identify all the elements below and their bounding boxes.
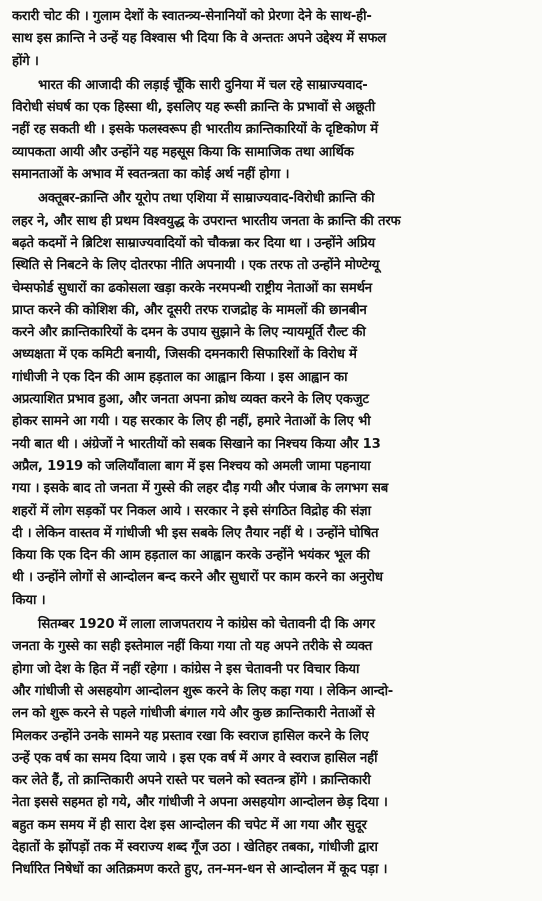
text-line: करने और क्रान्तिकारियों के दमन के उपाय सुझाने के लिए न्यायमूर्ति रौल्ट की [12, 325, 366, 341]
text-line: थी । उन्होंने लोगों से आन्दोलन बन्द करने और सुधारों पर काम करने का अनुरोध [12, 570, 383, 586]
text-line: नेता इससे सहमत हो गये, और गांधीजी ने अपना असहयोग आन्दोलन छेड़ दिया । [12, 795, 388, 811]
page-text-body [12, 6, 534, 884]
text-line: देहातों के झोंपड़ों तक में स्वराज्य शब्द गूँज उठा । खेतिहर तबका, गांधीजी द्वारा [12, 839, 378, 855]
paragraph [12, 188, 534, 612]
text-line: दी । लेकिन वास्तव में गांधीजी भी इस सबके लिए तैयार नहीं थे । उन्होंने घोषित [12, 525, 379, 541]
text-line: गया । इसके बाद तो जनता में गुस्से की लहर दौड़ गयी और पंजाब के लगभग सब [12, 481, 389, 497]
text-line: लन को शुरू करने से पहले गांधीजी बंगाल गये और कुछ क्रान्तिकारी नेताओं से [12, 706, 375, 722]
text-line: किया । [12, 592, 46, 608]
paragraph-spacer [12, 882, 534, 884]
text-line: गांधीजी ने एक दिन की आम हड़ताल का आह्वान किया । इस आह्वान का [12, 369, 348, 385]
text-line: बढ़ते कदमों ने ब्रिटिश साम्राज्यवादियों को चौकन्ना कर दिया था । उन्होंने अप्रिय [12, 235, 375, 251]
text-line: सितम्बर 1920 में लाला लाजपतराय ने कांग्रेस को चेतावनी दी कि अगर [38, 617, 375, 633]
text-line: अप्रत्याशित प्रभाव हुआ, और जनता अपना क्रोध व्यक्त करने के लिए एकजुट [12, 392, 369, 408]
text-line: चेम्सफोर्ड सुधारों का ढकोसला खड़ा करके नरमपन्थी राष्ट्रीय नेताओं का समर्थन [12, 280, 372, 296]
paragraph [12, 614, 534, 882]
text-line: बहुत कम समय में ही सारा देश इस आन्दोलन की चपेट में आ गया और सुदूर [12, 817, 367, 833]
paragraph [12, 6, 534, 73]
text-line: होकर सामने आ गयी । यह सरकार के लिए ही नहीं, हमारे नेताओं के लिए भी [12, 414, 371, 430]
text-line: जनता के गुस्से का सही इस्तेमाल नहीं किया गया तो यह अपने तरीके से व्यक्त [12, 639, 373, 655]
text-line: भारत की आजादी की लड़ाई चूँकि सारी दुनिया में चल रहे साम्राज्यवाद- [38, 77, 368, 93]
text-line: करारी चोट की । गुलाम देशों के स्वातन्त्र्य-सेनानियों को प्रेरणा देने के साथ-ही- [12, 9, 372, 24]
text-line: नहीं रह सकती थी । इसके फलस्वरूप ही भारतीय क्रान्तिकारियों के दृष्टिकोण में [12, 122, 378, 138]
text-line: प्राप्त करने की कोशिश की, और दूसरी तरफ राजद्रोह के मामलों की छानबीन [12, 302, 367, 318]
text-line: निर्धारित निषेधों का अतिक्रमण करते हुए, तन-मन-धन से आन्दोलन में कूद पड़ा । [12, 862, 388, 878]
text-line: स्थिति से निबटने के लिए दोतरफा नीति अपनायी । एक तरफ तो उन्होंने मोण्टेग्यू [12, 258, 380, 274]
text-line: लहर ने, और साथ ही प्रथम विश्वयुद्ध के उपरान्त भारतीय जनता के क्रान्ति की तरफ [12, 213, 401, 229]
text-line: शहरों में लोग सड़कों पर निकल आये । सरकार ने इसे संगठित विद्रोह की संज्ञा [12, 503, 371, 519]
text-line: अक्तूबर-क्रान्ति और यूरोप तथा एशिया में साम्राज्यवाद-विरोधी क्रान्ति की [38, 191, 375, 207]
text-line: अध्यक्षता में एक कमिटी बनायी, जिसकी दमनकारी सिफारिशों के विरोध में [12, 347, 357, 363]
text-line: मिलकर उन्होंने उनके सामने यह प्रस्ताव रखा कि स्वराज हासिल करने के लिए [12, 728, 369, 744]
paragraph [12, 75, 534, 186]
text-line: किया कि एक दिन की आम हड़ताल का आह्वान करके उन्होंने भयंकर भूल की [12, 548, 370, 564]
text-line: नयी बात थी । अंग्रेजों ने भारतीयों को सबक सिखाने का निश्चय किया और 13 [12, 436, 381, 452]
text-line: उन्हें एक वर्ष का समय दिया जाये । इस एक वर्ष में अगर वे स्वराज हासिल नहीं [12, 750, 378, 766]
text-line: होंगे । [12, 53, 39, 69]
text-line: व्यापकता आयी और उन्होंने यह महसूस किया कि सामाजिक तथा आर्थिक [12, 144, 354, 160]
text-line: कर लेते हैं, तो क्रान्तिकारी अपने रास्ते पर चलने को स्वतन्त्र होंगे । क्रान्तिकारी [12, 773, 371, 789]
text-line: विरोधी संघर्ष का एक हिस्सा थी, इसलिए यह रूसी क्रान्ति के प्रभावों से अछूती [12, 100, 375, 116]
text-line: और गांधीजी से असहयोग आन्दोलन शुरू करने के लिए कहा गया । लेकिन आन्दो- [12, 683, 394, 699]
text-line: साथ इस क्रान्ति ने उन्हें यह विश्वास भी दिया कि वे अन्ततः अपने उद्देश्य में सफल [12, 31, 387, 47]
text-line: होगा जो देश के हित में नहीं रहेगा । कांग्रेस ने इस चेतावनी पर विचार किया [12, 661, 360, 677]
text-line: समानताओं के अभाव में स्वतन्त्रता का कोई अर्थ नहीं होगा । [12, 167, 290, 183]
text-line: अप्रैल, 1919 को जलियाँवाला बाग में इस निश्चय को अमली जामा पहनाया [12, 458, 371, 474]
